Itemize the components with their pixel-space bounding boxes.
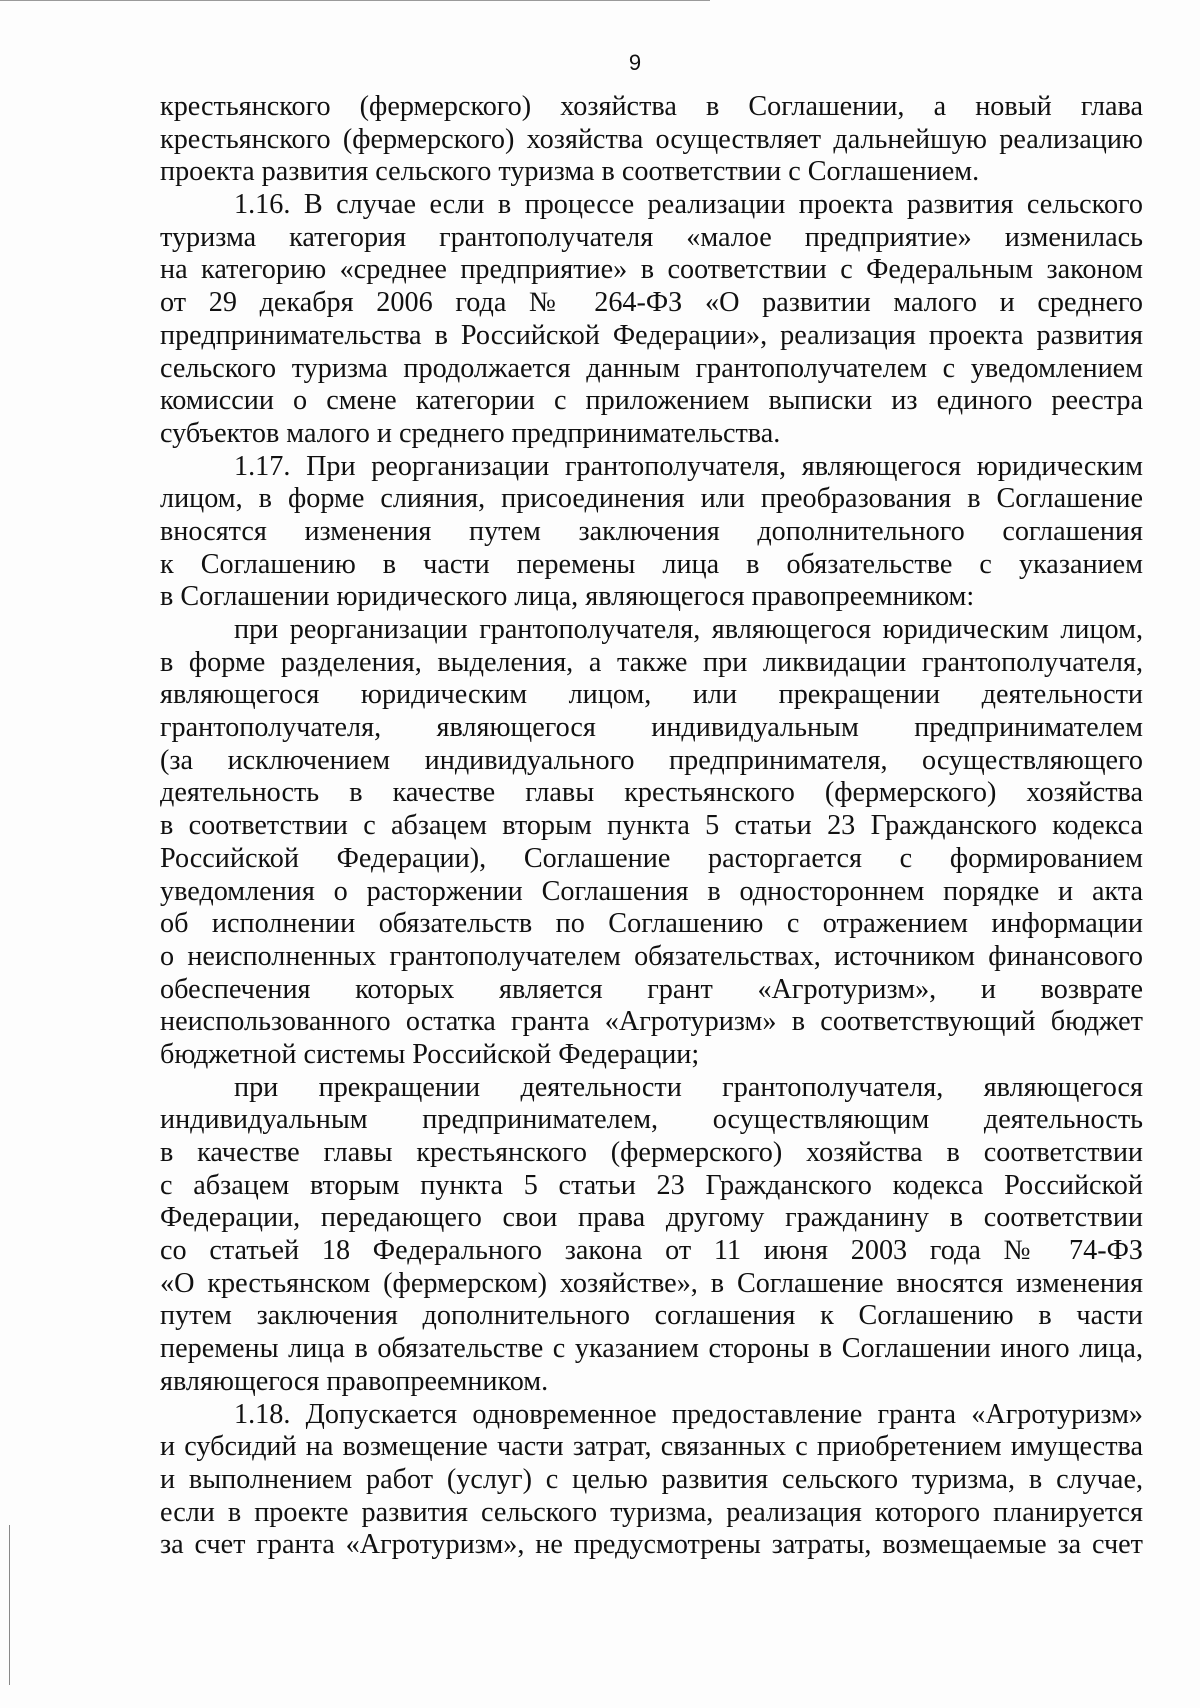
paragraph-1-17-start: 1.17. При реорганизации грантополучателя, являющегося юридическим: [234, 450, 1143, 482]
text-line: субъектов малого и среднего предпринимательства.: [160, 417, 781, 449]
text-line: со статьей 18 Федерального закона от 11 июня 2003 года № 74-ФЗ: [160, 1235, 1143, 1267]
text-line: если в проекте развития сельского туризма, реализация которого планируется: [160, 1496, 1143, 1528]
text-line: об исполнении обязательств по Соглашению с отражением информации: [160, 908, 1143, 940]
text-line: в Соглашении юридического лица, являющегося правопреемником:: [160, 581, 975, 613]
text-line: от 29 декабря 2006 года № 264-ФЗ «О развитии малого и среднего: [160, 287, 1143, 319]
text-line: и субсидий на возмещение части затрат, связанных с приобретением имущества: [160, 1431, 1143, 1463]
text-line: Федерации, передающего свои права другому гражданину в соответствии: [160, 1202, 1143, 1234]
document-body: [160, 91, 1143, 1562]
text-line: уведомления о расторжении Соглашения в одностороннем порядке и акта: [160, 875, 1143, 907]
text-line: деятельность в качестве главы крестьянского (фермерского) хозяйства: [160, 777, 1143, 809]
text-line: предпринимательства в Российской Федерации», реализация проекта развития: [160, 319, 1143, 351]
text-line: на категорию «среднее предприятие» в соответствии с Федеральным законом: [160, 254, 1143, 286]
text-line: являющегося правопреемником.: [160, 1365, 549, 1397]
text-line: в форме разделения, выделения, а также при ликвидации грантополучателя,: [160, 646, 1143, 678]
page-number: 9: [628, 50, 642, 75]
paragraph-1-16-start: 1.16. В случае если в процессе реализации проекта развития сельского: [234, 189, 1143, 221]
text-line: индивидуальным предпринимателем, осуществляющим деятельность: [160, 1104, 1143, 1136]
text-line: вносятся изменения путем заключения дополнительного соглашения: [160, 515, 1143, 547]
text-line: в соответствии с абзацем вторым пункта 5 статьи 23 Гражданского кодекса: [160, 810, 1143, 842]
text-line: крестьянского (фермерского) хозяйства осуществляет дальнейшую реализацию: [160, 123, 1143, 155]
scan-top-edge-line: [0, 0, 710, 1]
text-line: являющегося юридическим лицом, или прекращении деятельности: [160, 679, 1143, 711]
text-line: «О крестьянском (фермерском) хозяйстве», в Соглашение вносятся изменения: [160, 1267, 1143, 1299]
text-line: комиссии о смене категории с приложением выписки из единого реестра: [160, 385, 1143, 417]
paragraph-1-18-start: 1.18. Допускается одновременное предоставление гранта «Агротуризм»: [234, 1398, 1143, 1430]
text-line: о неисполненных грантополучателем обязательствах, источником финансового: [160, 940, 1143, 972]
text-line: Российской Федерации), Соглашение расторгается с формированием: [160, 842, 1143, 874]
text-line: за счет гранта «Агротуризм», не предусмотрены затраты, возмещаемые за счет: [160, 1529, 1143, 1561]
text-line: в качестве главы крестьянского (фермерского) хозяйства в соответствии: [160, 1137, 1143, 1168]
text-line: лицом, в форме слияния, присоединения или преобразования в Соглашение: [160, 483, 1143, 515]
text-line: к Соглашению в части перемены лица в обязательстве с указанием: [160, 548, 1143, 580]
text-line: с абзацем вторым пункта 5 статьи 23 Гражданского кодекса Российской: [160, 1169, 1143, 1201]
text-line: и выполнением работ (услуг) с целью развития сельского туризма, в случае,: [160, 1463, 1143, 1495]
scan-left-margin-line: [9, 1525, 10, 1685]
text-line: обеспечения которых является грант «Агротуризм», и возврате: [160, 973, 1143, 1005]
text-line: перемены лица в обязательстве с указанием стороны в Соглашении иного лица,: [160, 1333, 1143, 1365]
text-line: неиспользованного остатка гранта «Агротуризм» в соответствующий бюджет: [160, 1006, 1143, 1038]
text-line: (за исключением индивидуального предпринимателя, осуществляющего: [160, 744, 1143, 776]
text-line: бюджетной системы Российской Федерации;: [160, 1038, 700, 1070]
text-line: грантополучателя, являющегося индивидуальным предпринимателем: [160, 712, 1143, 744]
text-line: туризма категория грантополучателя «малое предприятие» изменилась: [160, 221, 1143, 253]
text-line: путем заключения дополнительного соглашения к Соглашению в части: [160, 1300, 1143, 1332]
text-line: проекта развития сельского туризма в соответствии с Соглашением.: [160, 156, 980, 188]
text-line: сельского туризма продолжается данным грантополучателем с уведомлением: [160, 352, 1143, 384]
paragraph-termination-start: при прекращении деятельности грантополучателя, являющегося: [234, 1071, 1143, 1103]
paragraph-reorganization-start: при реорганизации грантополучателя, являющегося юридическим лицом,: [234, 614, 1143, 645]
text-line: крестьянского (фермерского) хозяйства в Соглашении, а новый глава: [160, 91, 1143, 122]
